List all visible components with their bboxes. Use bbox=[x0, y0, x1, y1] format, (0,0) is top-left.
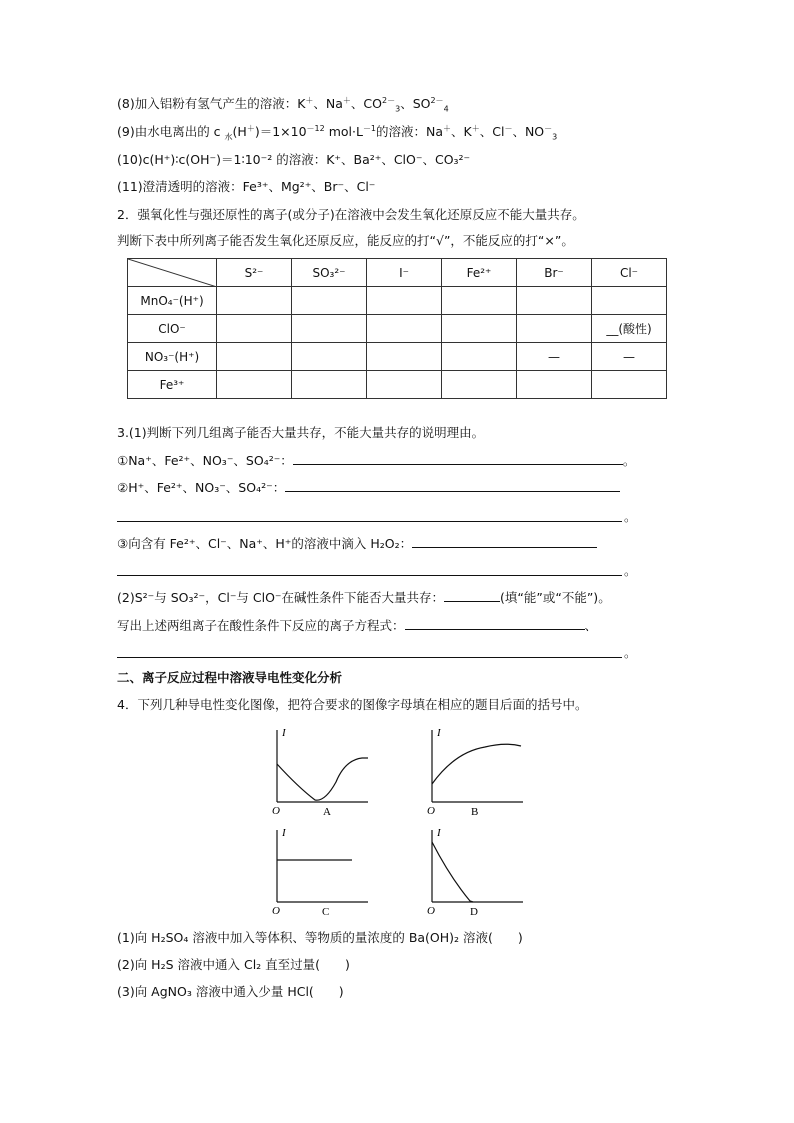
table-cell[interactable] bbox=[592, 287, 667, 315]
axis-label-i: I bbox=[282, 727, 286, 739]
table-cell[interactable] bbox=[442, 371, 517, 399]
table-cell[interactable] bbox=[442, 343, 517, 371]
table-cell[interactable] bbox=[367, 315, 442, 343]
q3-part-2: (2)S²⁻与 SO₃²⁻，Cl⁻与 ClO⁻在碱性条件下能否大量共存： (填“能”或“不能”)。 bbox=[117, 590, 611, 605]
table-cell[interactable] bbox=[217, 315, 292, 343]
axis-label-o: O bbox=[272, 805, 280, 817]
table-row bbox=[128, 343, 667, 371]
axis-label-o: O bbox=[427, 905, 435, 917]
conductivity-curve bbox=[277, 758, 368, 800]
chart-label: C bbox=[322, 906, 330, 918]
q3-item-1: ①Na⁺、Fe²⁺、NO₃⁻、SO₄²⁻： 。 bbox=[117, 453, 636, 468]
row-label: ClO⁻ bbox=[128, 315, 217, 343]
table-cell[interactable] bbox=[292, 371, 367, 399]
table-cell[interactable] bbox=[592, 371, 667, 399]
question-2-stem: 2．强氧化性与强还原性的离子(或分子)在溶液中会发生氧化还原反应不能大量共存。 bbox=[117, 207, 585, 222]
table-cell[interactable] bbox=[367, 287, 442, 315]
answer-blank-5b[interactable] bbox=[117, 657, 622, 658]
axis-label-o: O bbox=[427, 805, 435, 817]
header-cell: Cl⁻ bbox=[592, 259, 667, 287]
table-cell[interactable] bbox=[217, 343, 292, 371]
q3-part-2-equation: 写出上述两组离子在酸性条件下反应的离子方程式： 、 bbox=[117, 618, 598, 633]
row-label: MnO₄⁻(H⁺) bbox=[128, 287, 217, 315]
period-mark: 。 bbox=[624, 645, 637, 660]
axis-label-o: O bbox=[272, 905, 280, 917]
header-cell: SO₃²⁻ bbox=[292, 259, 367, 287]
answer-blank-3a[interactable] bbox=[412, 534, 597, 548]
table-cell[interactable] bbox=[517, 315, 592, 343]
table-cell[interactable] bbox=[292, 315, 367, 343]
q4-item-1: (1)向 H₂SO₄ 溶液中加入等体积、等物质的量浓度的 Ba(OH)₂ 溶液( ) bbox=[117, 930, 523, 945]
table-cell[interactable] bbox=[217, 371, 292, 399]
redox-table bbox=[127, 258, 667, 399]
conductivity-curve bbox=[432, 744, 521, 784]
table-cell[interactable] bbox=[517, 287, 592, 315]
period-mark: 。 bbox=[624, 563, 637, 578]
table-cell: — bbox=[592, 343, 667, 371]
question-3-title: 3.(1)判断下列几组离子能否大量共存，不能大量共存的说明理由。 bbox=[117, 425, 485, 440]
chart-b bbox=[425, 722, 535, 823]
table-row bbox=[128, 287, 667, 315]
table-row bbox=[128, 315, 667, 343]
row-label: Fe³⁺ bbox=[128, 371, 217, 399]
item-10: (10)c(H⁺)∶c(OH⁻)＝1∶10⁻² 的溶液：K⁺、Ba²⁺、ClO⁻、CO₃²⁻ bbox=[117, 152, 471, 167]
answer-blank-3b[interactable] bbox=[117, 575, 622, 576]
item-11: (11)澄清透明的溶液：Fe³⁺、Mg²⁺、Br⁻、Cl⁻ bbox=[117, 179, 376, 194]
q4-item-2: (2)向 H₂S 溶液中通入 Cl₂ 直至过量( ) bbox=[117, 957, 350, 972]
answer-blank-2a[interactable] bbox=[285, 478, 620, 492]
table-cell[interactable] bbox=[292, 343, 367, 371]
table-cell[interactable] bbox=[442, 315, 517, 343]
header-cell: I⁻ bbox=[367, 259, 442, 287]
row-label: NO₃⁻(H⁺) bbox=[128, 343, 217, 371]
item-9: (9)由水电离出的 c $_水(H^+)=1\times 10^{-12}$ $mol\cdot L^{-1}$的溶液：Na＋、K＋、Cl－、$NO^-_3$ bbox=[117, 123, 558, 142]
chart-c bbox=[270, 822, 380, 923]
table-cell[interactable] bbox=[442, 287, 517, 315]
q4-item-3: (3)向 AgNO₃ 溶液中通入少量 HCl( ) bbox=[117, 984, 344, 999]
axis-label-i: I bbox=[437, 727, 441, 739]
chart-a bbox=[270, 722, 380, 823]
period-mark: 。 bbox=[624, 509, 637, 524]
table-cell: — bbox=[517, 343, 592, 371]
corner-diagonal bbox=[128, 259, 217, 287]
table-header-row bbox=[128, 259, 667, 287]
answer-blank-1[interactable] bbox=[293, 451, 623, 465]
item-8: (8)加入铝粉有氢气产生的溶液：K＋、Na＋、$CO^{2-}_3$、$SO^{2-}_4$ bbox=[117, 95, 449, 114]
axis-label-i: I bbox=[437, 827, 441, 839]
table-cell[interactable]: __(酸性) bbox=[592, 315, 667, 343]
q3-item-3: ③向含有 Fe²⁺、Cl⁻、Na⁺、H⁺的溶液中滴入 H₂O₂： bbox=[117, 534, 597, 553]
answer-blank-5a[interactable] bbox=[405, 616, 585, 630]
table-cell[interactable] bbox=[367, 371, 442, 399]
table-cell[interactable] bbox=[217, 287, 292, 315]
conductivity-curve bbox=[432, 842, 473, 902]
table-row bbox=[128, 371, 667, 399]
chart-label: D bbox=[470, 906, 478, 918]
chart-d bbox=[425, 822, 535, 923]
question-4-title: 4．下列几种导电性变化图像，把符合要求的图像字母填在相应的题目后面的括号中。 bbox=[117, 697, 588, 712]
table-cell[interactable] bbox=[517, 371, 592, 399]
header-cell: Br⁻ bbox=[517, 259, 592, 287]
question-2-instruction: 判断下表中所列离子能否发生氧化还原反应，能反应的打“√”，不能反应的打“×”。 bbox=[117, 233, 574, 248]
header-cell: Fe²⁺ bbox=[442, 259, 517, 287]
chart-label: B bbox=[471, 806, 479, 818]
chart-label: A bbox=[323, 806, 331, 818]
header-cell: S²⁻ bbox=[217, 259, 292, 287]
answer-blank-2b[interactable] bbox=[117, 521, 622, 522]
q3-item-2: ②H⁺、Fe²⁺、NO₃⁻、SO₄²⁻： bbox=[117, 478, 620, 497]
table-corner bbox=[128, 259, 217, 287]
axis-label-i: I bbox=[282, 827, 286, 839]
table-cell[interactable] bbox=[292, 287, 367, 315]
section-heading: 二、离子反应过程中溶液导电性变化分析 bbox=[117, 670, 343, 685]
answer-blank-4[interactable] bbox=[444, 588, 500, 602]
table-cell[interactable] bbox=[367, 343, 442, 371]
